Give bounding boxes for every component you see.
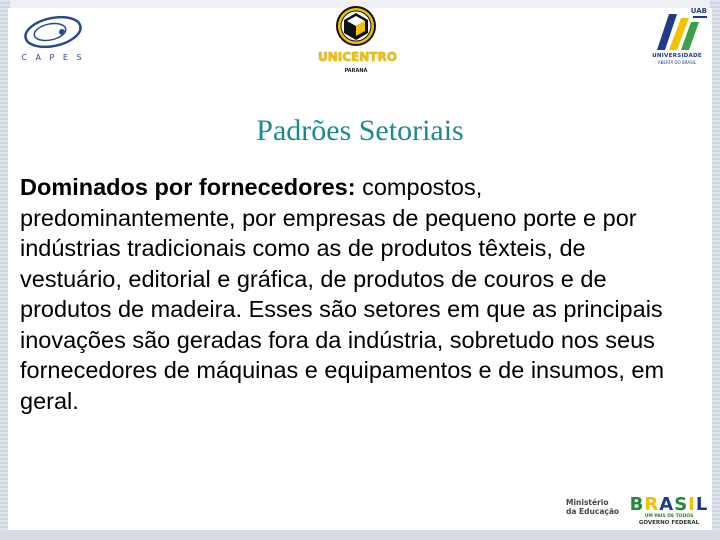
mec-logo (566, 498, 622, 524)
brasil-logo (628, 494, 710, 528)
mec-line-2: da Educação (566, 507, 620, 516)
bottom-border (0, 530, 720, 540)
unicentro-state: PARANÁ (344, 68, 368, 74)
brasil-slogan: UM PAÍS DE TODOS (644, 514, 694, 519)
unicentro-wordmark: UNICENTRO (318, 50, 397, 64)
uab-tag: UAB (690, 7, 707, 15)
uab-logo (643, 6, 711, 66)
capes-wordmark: C A P E S (21, 53, 85, 62)
unicentro-logo (318, 4, 397, 78)
capes-orbit-icon (20, 10, 86, 54)
uab-subtitle: ABERTA DO BRASIL (657, 60, 697, 65)
capes-logo (20, 10, 86, 66)
brasil-government: GOVERNO FEDERAL (638, 520, 700, 526)
mec-line-1: Ministério (566, 498, 609, 507)
body-lead: Dominados por fornecedores: (20, 174, 356, 200)
body-text: compostos, predominantemente, por empresas de pequeno porte e por indústrias tradicionais como as de produtos têxteis, de vestuário, editorial e gráfica, de produtos de couros e de produtos de madeira. Esses são setores em que as principais inovações são geradas fora da indústria, sobretudo nos seus fornecedores de máquinas e equipamentos e de insumos, em geral. (20, 174, 665, 414)
slide-title: Padrões Setoriais (256, 114, 464, 147)
brasil-wordmark: BRASIL (629, 494, 709, 515)
slide-body (20, 172, 690, 416)
uab-name: UNIVERSIDADE (652, 53, 702, 59)
unicentro-emblem-icon (318, 4, 394, 50)
